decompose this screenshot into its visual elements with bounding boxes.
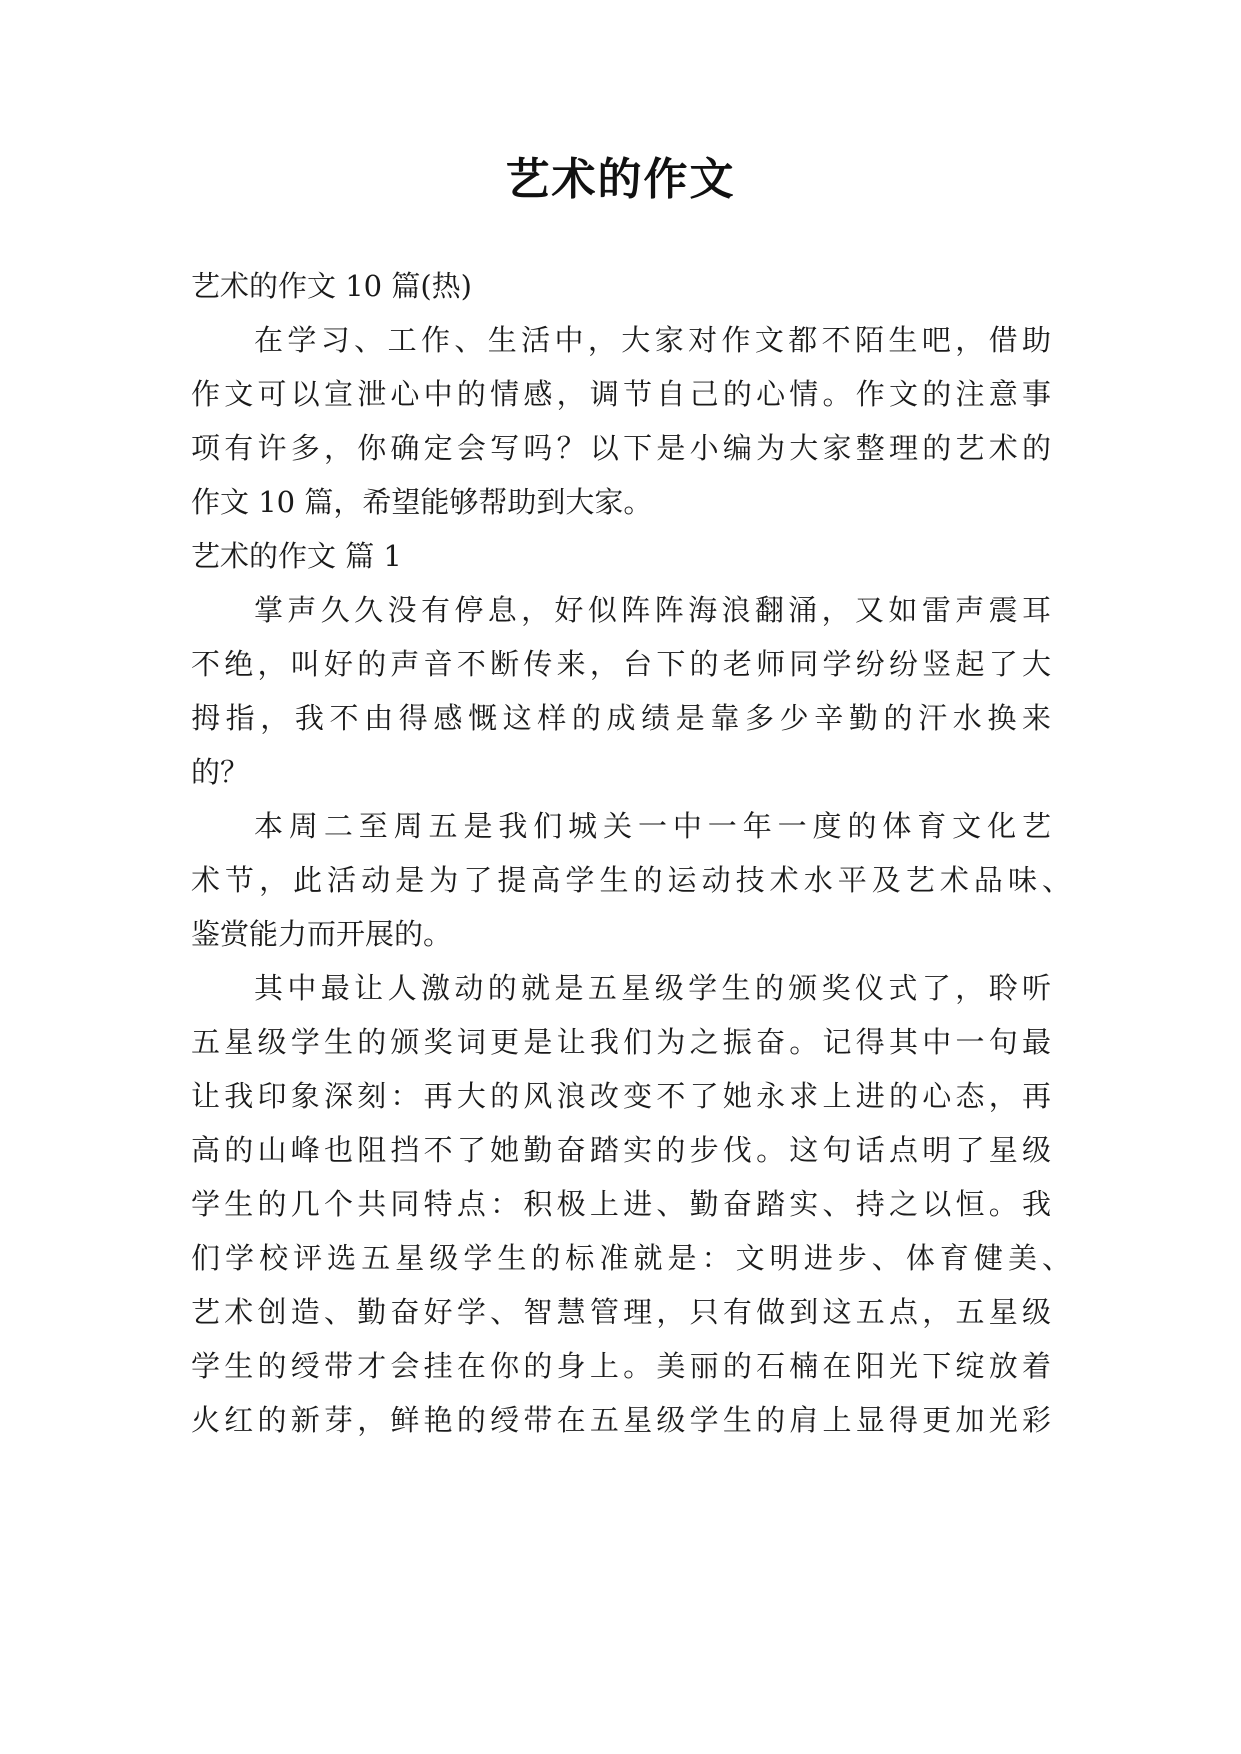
- text-line: 鉴赏能力而开展的。: [191, 917, 453, 951]
- text-line: 本周二至周五是我们城关一中一年一度的体育文化艺: [254, 809, 1051, 843]
- text-line: 学生的绶带才会挂在你的身上。美丽的石楠在阳光下绽放着: [191, 1349, 1051, 1383]
- text-line: 掌声久久没有停息，好似阵阵海浪翻涌，又如雷声震耳: [254, 593, 1051, 627]
- text-line: 在学习、工作、生活中，大家对作文都不陌生吧，借助: [254, 323, 1051, 357]
- text-line: 火红的新芽，鲜艳的绶带在五星级学生的肩上显得更加光彩: [191, 1403, 1051, 1437]
- text-line: 拇指，我不由得感慨这样的成绩是靠多少辛勤的汗水换来: [191, 701, 1051, 735]
- text-line: 项有许多，你确定会写吗？以下是小编为大家整理的艺术的: [191, 431, 1051, 465]
- text-line: 五星级学生的颁奖词更是让我们为之振奋。记得其中一句最: [191, 1025, 1051, 1059]
- text-line: 作文 10 篇，希望能够帮助到大家。: [191, 485, 653, 519]
- document-title: 艺术的作文: [505, 154, 736, 205]
- text-line: 术节，此活动是为了提高学生的运动技术水平及艺术品味、: [191, 863, 1071, 897]
- text-line: 不绝，叫好的声音不断传来，台下的老师同学纷纷竖起了大: [191, 647, 1051, 681]
- text-line: 艺术创造、勤奋好学、智慧管理，只有做到这五点，五星级: [191, 1295, 1051, 1329]
- text-line: 其中最让人激动的就是五星级学生的颁奖仪式了，聆听: [254, 971, 1051, 1005]
- text-line: 让我印象深刻：再大的风浪改变不了她永求上进的心态，再: [191, 1079, 1051, 1113]
- text-line: 作文可以宣泄心中的情感，调节自己的心情。作文的注意事: [191, 377, 1051, 411]
- subtitle-line: 艺术的作文 10 篇(热): [191, 269, 472, 303]
- text-line: 高的山峰也阻挡不了她勤奋踏实的步伐。这句话点明了星级: [191, 1133, 1051, 1167]
- text-line: 的？: [191, 755, 250, 789]
- section-heading: 艺术的作文 篇 1: [191, 539, 402, 573]
- text-line: 学生的几个共同特点：积极上进、勤奋踏实、持之以恒。我: [191, 1187, 1051, 1221]
- text-line: 们学校评选五星级学生的标准就是：文明进步、体育健美、: [191, 1241, 1071, 1275]
